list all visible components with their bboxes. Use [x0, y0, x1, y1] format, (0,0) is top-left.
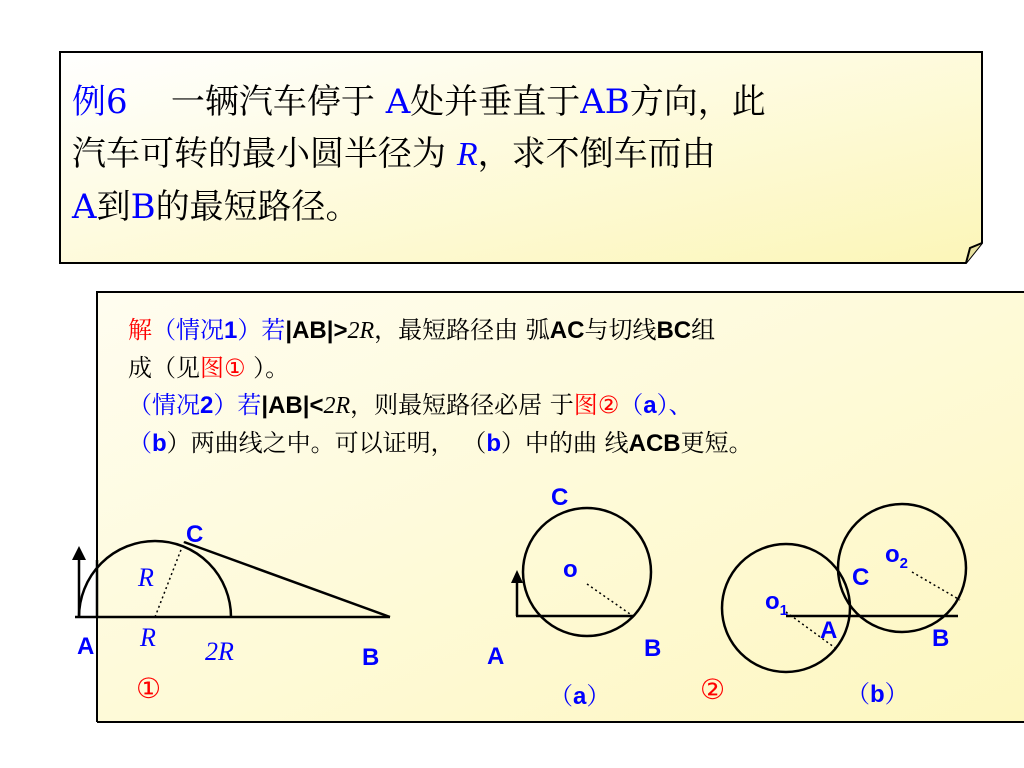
- solution-line-3: [128, 387, 1008, 425]
- solution-line-4: [128, 425, 1008, 462]
- fig2a-label-b: B: [644, 635, 662, 662]
- fig2b-label-o2: [885, 543, 908, 576]
- case-2-text: ，则最短路径必居 于: [350, 391, 574, 419]
- point-a-2: A: [72, 187, 97, 227]
- ref-b: b: [152, 430, 167, 457]
- fig2a-caption-letter: a: [573, 683, 587, 710]
- radius-symbol: R: [456, 136, 478, 173]
- fig1-label-c: C: [186, 521, 204, 548]
- solution-line-1: [128, 312, 1008, 350]
- case-1-text: ，最短路径由 弧: [374, 316, 550, 344]
- case-2-condition: |AB|<: [261, 392, 324, 419]
- fig2a-label-o: o: [563, 556, 578, 583]
- solution-line-2: [128, 350, 1008, 387]
- solution-label: 解: [128, 316, 152, 344]
- figure-1-ref: 图①: [200, 354, 246, 382]
- fig1-label-r-upper: R: [138, 563, 154, 592]
- point-a: A: [385, 82, 411, 122]
- fig2b-caption-letter: b: [870, 681, 885, 708]
- case-1-end: 组: [691, 316, 716, 344]
- case-2-between: ）两曲线之中。可以证明， （: [166, 429, 487, 457]
- fig2b-caption-close: ）: [884, 680, 909, 708]
- solution-text: [128, 312, 1008, 462]
- problem-line-2: [72, 128, 972, 181]
- curve-acb: ACB: [628, 430, 681, 457]
- fig2a-caption-close: ）: [586, 682, 611, 710]
- case-1-see-end: ）。: [245, 354, 290, 382]
- fig2b-caption: [846, 674, 909, 709]
- point-b: B: [130, 187, 156, 227]
- ref-b-open: （: [128, 429, 152, 457]
- fig2b-label-a: A: [820, 617, 838, 644]
- fig2b-label-o2-sub: 2: [899, 554, 909, 572]
- example-label: 例6: [72, 82, 128, 122]
- fig2a-caption-open: （: [549, 682, 573, 710]
- fig2b-label-o1-text: o: [765, 588, 780, 615]
- case-1-condition-r: 2R: [347, 318, 375, 344]
- problem-text-1a: 一辆汽车停于: [170, 82, 375, 122]
- problem-text-2a: 汽车可转的最小圆半径为: [72, 134, 446, 174]
- fig2a-label-c: C: [551, 484, 569, 511]
- problem-text-2b: ，求不倒车而由: [477, 134, 716, 174]
- case-1-close: ）若: [237, 316, 286, 344]
- case-1-with: 与切线: [584, 316, 657, 344]
- problem-text-1c: 方向，此: [629, 82, 766, 122]
- case-2-curve: ）中的曲 线: [500, 429, 629, 457]
- case-1-number: 1: [224, 317, 238, 344]
- case-2-shorter: 更短。: [680, 429, 753, 457]
- fig1-label-2r: 2R: [205, 637, 234, 666]
- fig2a-label-a: A: [487, 643, 505, 670]
- fig1-caption: ①: [136, 672, 162, 705]
- figure-2-ref: 图②: [573, 391, 620, 419]
- case-2-condition-r: 2R: [323, 393, 351, 419]
- case-1-see: 成（见: [128, 354, 200, 382]
- problem-text-3a: 到: [96, 187, 131, 227]
- fig2b-caption-open: （: [846, 680, 870, 708]
- ref-b-2: b: [486, 430, 501, 457]
- fig2a-caption: [549, 676, 610, 711]
- problem-text-3b: 的最短路径。: [155, 187, 360, 227]
- fig1-label-b: B: [362, 644, 380, 671]
- problem-text-1b: 处并垂直于: [410, 82, 581, 122]
- case-1-condition: |AB|>: [285, 317, 348, 344]
- fig1-label-a: A: [77, 633, 95, 660]
- fig2b-label-o1: [765, 590, 788, 623]
- case-2-open: （情况: [128, 391, 200, 419]
- case-1-open: （情况: [152, 316, 224, 344]
- problem-line-3: [72, 181, 972, 233]
- fig1-label-r-lower: R: [140, 623, 156, 652]
- ref-a: a: [643, 392, 657, 419]
- problem-statement: [72, 76, 972, 233]
- fig2b-label-o2-text: o: [885, 541, 900, 568]
- arc-ac: AC: [549, 317, 585, 344]
- ref-a-close: ）、: [656, 391, 693, 419]
- case-2-close: ）若: [213, 391, 262, 419]
- ref-a-open: （: [619, 391, 644, 419]
- fig2b-label-o1-sub: 1: [779, 601, 789, 619]
- case-2-number: 2: [200, 392, 214, 419]
- segment-ab: AB: [580, 82, 630, 122]
- tangent-bc: BC: [656, 317, 692, 344]
- fig2b-label-c: C: [852, 564, 870, 591]
- fig2b-label-b: B: [932, 625, 950, 652]
- fig2-caption: ②: [700, 673, 726, 706]
- problem-line-1: [72, 76, 972, 128]
